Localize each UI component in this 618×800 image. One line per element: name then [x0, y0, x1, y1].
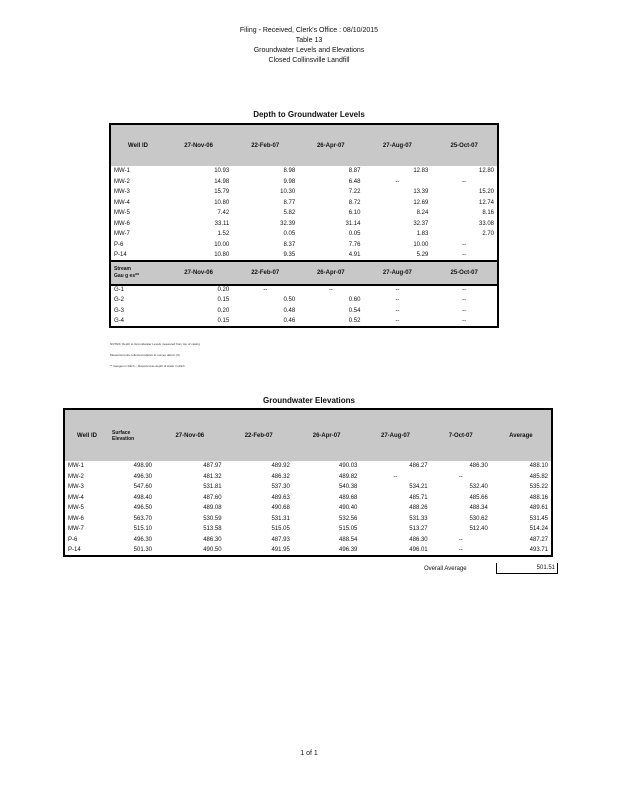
average-cell: 493.71: [529, 546, 548, 553]
elev-col-average: Average: [491, 409, 552, 461]
well-id-cell: MW-6: [114, 220, 130, 227]
value-cell: 488.34: [469, 505, 488, 512]
value-cell: 485.66: [469, 494, 488, 501]
value-cell: 32.37: [413, 220, 429, 227]
value-cell: 531.33: [409, 515, 428, 522]
depth-row: [110, 250, 498, 261]
stream-gauge-row: [110, 295, 498, 306]
elev-col-well: Well ID: [64, 409, 109, 461]
value-cell: 0.20: [217, 287, 230, 294]
value-cell: 531.31: [271, 515, 290, 522]
value-cell: 488.26: [409, 505, 428, 512]
value-cell: 490.40: [339, 505, 358, 512]
elev-col-date: 26-Apr-07: [293, 409, 361, 461]
value-cell: --: [393, 473, 398, 480]
value-cell: --: [395, 317, 400, 324]
value-cell: 488.54: [339, 536, 358, 543]
value-cell: 1.52: [217, 231, 230, 238]
value-cell: --: [462, 297, 467, 304]
value-cell: 530.59: [203, 515, 222, 522]
value-cell: --: [462, 317, 467, 324]
depth-table-title: Depth to Groundwater Levels: [253, 110, 365, 119]
footnote-line: ** Gauges in Ditch -- Reported as depth of water in ditch: [110, 364, 185, 368]
average-cell: 535.22: [529, 484, 548, 491]
value-cell: 532.40: [469, 484, 488, 491]
value-cell: 10.00: [413, 241, 429, 248]
average-cell: 487.27: [529, 536, 548, 543]
average-cell: 485.82: [529, 473, 548, 480]
average-cell: 488.10: [529, 463, 548, 470]
stream-col-date: 27-Nov-06: [165, 261, 232, 285]
well-id-cell: G-2: [114, 297, 125, 304]
value-cell: 8.77: [283, 199, 296, 206]
value-cell: --: [458, 546, 463, 553]
elev-col-date: 7-Oct-07: [431, 409, 491, 461]
surface-elevation-cell: 496.30: [133, 473, 152, 480]
value-cell: 486.30: [409, 536, 428, 543]
well-id-cell: MW-4: [68, 494, 84, 501]
header-table-number: Table 13: [295, 37, 323, 44]
well-id-cell: P-6: [68, 536, 78, 543]
value-cell: 0.05: [348, 231, 361, 238]
depth-col-date: 26-Apr-07: [298, 124, 363, 166]
value-cell: --: [263, 287, 268, 294]
elevation-row: [64, 482, 552, 493]
depth-row: [110, 198, 498, 209]
value-cell: 10.30: [280, 189, 296, 196]
value-cell: 0.05: [283, 231, 296, 238]
value-cell: 486.27: [409, 463, 428, 470]
elev-col-surface: Surface Elevation: [109, 409, 155, 461]
value-cell: 2.70: [482, 231, 494, 238]
well-id-cell: MW-2: [68, 473, 84, 480]
well-id-cell: G-3: [114, 307, 125, 314]
depth-row: [110, 166, 498, 177]
surface-elevation-cell: 501.30: [133, 546, 152, 553]
value-cell: 12.83: [413, 168, 429, 175]
value-cell: 0.15: [217, 297, 230, 304]
well-id-cell: MW-2: [114, 178, 130, 185]
well-id-cell: G-1: [114, 287, 125, 294]
well-id-cell: MW-3: [114, 189, 130, 196]
well-id-cell: MW-5: [114, 210, 130, 217]
value-cell: 10.80: [214, 251, 230, 258]
value-cell: 0.60: [348, 297, 361, 304]
value-cell: 8.72: [348, 199, 361, 206]
average-cell: 531.45: [529, 515, 548, 522]
value-cell: 496.39: [339, 546, 358, 553]
value-cell: 14.98: [214, 178, 230, 185]
value-cell: 487.93: [271, 536, 290, 543]
value-cell: 532.56: [339, 515, 358, 522]
value-cell: 513.58: [203, 526, 222, 533]
elevation-row: [64, 545, 552, 556]
value-cell: --: [458, 473, 463, 480]
value-cell: 8.98: [283, 168, 296, 175]
surface-elevation-cell: 498.40: [133, 494, 152, 501]
header-table-title: Groundwater Levels and Elevations: [253, 47, 365, 54]
well-id-cell: P-14: [68, 546, 81, 553]
well-id-cell: MW-7: [68, 526, 84, 533]
value-cell: 486.32: [271, 473, 290, 480]
value-cell: 8.37: [283, 241, 296, 248]
elevation-row: [64, 472, 552, 483]
value-cell: 6.48: [348, 178, 361, 185]
value-cell: 512.40: [469, 526, 488, 533]
depth-col-well: Well ID: [110, 124, 165, 166]
elevation-row: [64, 535, 552, 546]
value-cell: 515.05: [339, 526, 358, 533]
value-cell: 13.39: [413, 189, 429, 196]
value-cell: --: [462, 307, 467, 314]
elev-col-date: 27-Aug-07: [360, 409, 430, 461]
value-cell: 0.50: [283, 297, 296, 304]
well-id-cell: MW-1: [68, 463, 84, 470]
elevation-row: [64, 514, 552, 525]
value-cell: 9.35: [283, 251, 296, 258]
stream-gauge-row: [110, 316, 498, 327]
depth-row: [110, 240, 498, 251]
value-cell: 10.93: [214, 168, 230, 175]
overall-average-label: Overall Average: [424, 566, 467, 572]
value-cell: --: [462, 251, 467, 258]
depth-col-date: 27-Aug-07: [363, 124, 431, 166]
value-cell: 33.08: [478, 220, 494, 227]
value-cell: 530.62: [469, 515, 488, 522]
value-cell: 15.79: [214, 189, 230, 196]
value-cell: --: [328, 287, 333, 294]
elevation-row: [64, 461, 552, 472]
value-cell: 5.82: [283, 210, 296, 217]
value-cell: 515.05: [271, 526, 290, 533]
value-cell: 7.22: [348, 189, 361, 196]
value-cell: 496.01: [409, 546, 428, 553]
value-cell: 8.87: [348, 168, 361, 175]
surface-elevation-cell: 498.90: [133, 463, 152, 470]
value-cell: 531.81: [203, 484, 222, 491]
footnote-line: Measurements collected relative to survey datum (ft): [110, 353, 180, 357]
well-id-cell: MW-7: [114, 231, 130, 238]
surface-elevation-cell: 563.70: [133, 515, 152, 522]
value-cell: --: [462, 287, 467, 294]
value-cell: 6.10: [348, 210, 361, 217]
value-cell: 0.48: [283, 307, 296, 314]
value-cell: 487.97: [203, 463, 222, 470]
value-cell: 481.32: [203, 473, 222, 480]
value-cell: 490.50: [203, 546, 222, 553]
depth-col-date: 22-Feb-07: [232, 124, 298, 166]
value-cell: 8.24: [416, 210, 429, 217]
value-cell: --: [462, 178, 467, 185]
depth-col-date: 27-Nov-06: [165, 124, 232, 166]
page-number: 1 of 1: [300, 750, 318, 757]
value-cell: --: [395, 307, 400, 314]
value-cell: 9.98: [283, 178, 296, 185]
stream-col-date: 27-Aug-07: [363, 261, 431, 285]
value-cell: 12.80: [478, 168, 494, 175]
well-id-cell: P-6: [114, 241, 124, 248]
elevation-row: [64, 493, 552, 504]
value-cell: 12.69: [413, 199, 429, 206]
stream-col-date: 22-Feb-07: [232, 261, 298, 285]
value-cell: 10.80: [214, 199, 230, 206]
value-cell: 0.46: [283, 317, 296, 324]
average-cell: 489.61: [529, 505, 548, 512]
depth-row: [110, 219, 498, 230]
value-cell: 32.39: [280, 220, 296, 227]
well-id-cell: G-4: [114, 317, 125, 324]
average-cell: 488.16: [529, 494, 548, 501]
value-cell: 489.08: [203, 505, 222, 512]
depth-row: [110, 229, 498, 240]
value-cell: 490.03: [339, 463, 358, 470]
average-cell: 514.24: [529, 526, 548, 533]
value-cell: --: [458, 536, 463, 543]
elev-col-date: 22-Feb-07: [225, 409, 293, 461]
depth-col-date: 25-Oct-07: [431, 124, 498, 166]
value-cell: 486.30: [469, 463, 488, 470]
value-cell: 7.76: [348, 241, 361, 248]
value-cell: 513.27: [409, 526, 428, 533]
surface-elevation-cell: 515.10: [133, 526, 152, 533]
surface-elevation-cell: 547.60: [133, 484, 152, 491]
well-id-cell: P-14: [114, 251, 127, 258]
value-cell: 491.95: [271, 546, 290, 553]
value-cell: 0.20: [217, 307, 230, 314]
well-id-cell: MW-5: [68, 505, 84, 512]
value-cell: 487.60: [203, 494, 222, 501]
value-cell: --: [462, 241, 467, 248]
depth-table: [109, 123, 499, 328]
value-cell: 8.16: [482, 210, 494, 217]
value-cell: 1.83: [416, 231, 429, 238]
value-cell: --: [395, 287, 400, 294]
value-cell: 486.30: [203, 536, 222, 543]
value-cell: 31.14: [345, 220, 361, 227]
well-id-cell: MW-4: [114, 199, 130, 206]
value-cell: 0.54: [348, 307, 361, 314]
value-cell: --: [395, 297, 400, 304]
elev-table-title: Groundwater Elevations: [262, 396, 356, 405]
value-cell: 489.63: [271, 494, 290, 501]
value-cell: 0.15: [217, 317, 230, 324]
depth-row: [110, 187, 498, 198]
overall-average-value: 501.51: [496, 563, 558, 574]
value-cell: 12.74: [478, 199, 494, 206]
value-cell: 489.82: [339, 473, 358, 480]
stream-gauge-row: [110, 306, 498, 317]
header-site-name: Closed Collinsville Landfill: [268, 57, 350, 64]
elev-col-date: 27-Nov-06: [155, 409, 225, 461]
elevation-table: [63, 408, 553, 557]
value-cell: 485.71: [409, 494, 428, 501]
stream-col-date: 26-Apr-07: [298, 261, 363, 285]
value-cell: 490.68: [271, 505, 290, 512]
value-cell: 10.00: [214, 241, 230, 248]
elevation-row: [64, 503, 552, 514]
header-filing: Filing - Received, Clerk's Office : 08/10/2015: [239, 27, 379, 34]
value-cell: 5.29: [416, 251, 429, 258]
value-cell: 15.20: [478, 189, 494, 196]
value-cell: 537.30: [271, 484, 290, 491]
stream-col-date: 25-Oct-07: [431, 261, 498, 285]
surface-elevation-cell: 496.30: [133, 536, 152, 543]
depth-row: [110, 177, 498, 188]
value-cell: 489.92: [271, 463, 290, 470]
value-cell: 0.52: [348, 317, 361, 324]
value-cell: 534.21: [409, 484, 428, 491]
value-cell: 7.42: [217, 210, 230, 217]
elevation-row: [64, 524, 552, 535]
well-id-cell: MW-3: [68, 484, 84, 491]
value-cell: 489.68: [339, 494, 358, 501]
stream-gauges-label: Stream Gau g es**: [110, 261, 165, 285]
footnote-line: NOTES: Depth to Groundwater Levels measured from top of casing: [110, 342, 200, 346]
value-cell: 540.38: [339, 484, 358, 491]
surface-elevation-cell: 496.50: [133, 505, 152, 512]
depth-row: [110, 208, 498, 219]
well-id-cell: MW-1: [114, 168, 130, 175]
well-id-cell: MW-6: [68, 515, 84, 522]
value-cell: 4.91: [348, 251, 361, 258]
stream-gauge-row: [110, 285, 498, 296]
value-cell: 33.11: [214, 220, 230, 227]
value-cell: --: [395, 178, 400, 185]
